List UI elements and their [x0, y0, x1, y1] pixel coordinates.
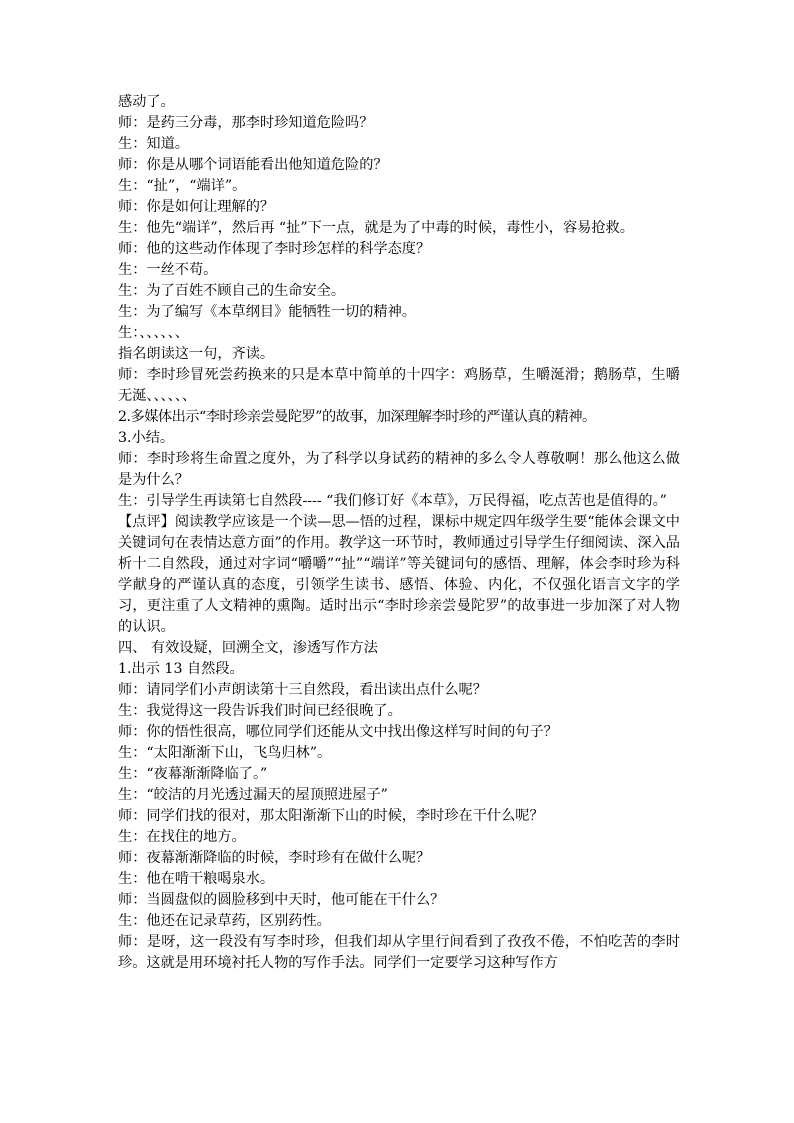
text-line: 师：你的悟性很高，哪位同学们还能从文中找出像这样写时间的句子？ — [118, 724, 558, 740]
text-paragraph: 生：他先“端详”，然后再 “扯”下一点，就是为了中毒的时候，毒性小，容易抢救。 — [118, 220, 634, 236]
text-line: 生：为了百姓不顾自己的生命安全。 — [118, 283, 346, 299]
document-page — [118, 92, 680, 974]
text-line: 1.出示 13 自然段。 — [118, 661, 244, 677]
text-line: 生：“夜幕渐渐降临了。” — [118, 766, 268, 782]
text-line: 指名朗读这一句，齐读。 — [118, 346, 275, 362]
text-line: 师：同学们找的很对，那太阳渐渐下山的时候，李时珍在干什么呢？ — [118, 808, 544, 824]
text-line: 师：你是如何让理解的？ — [118, 199, 275, 215]
text-line: 生：“皎洁的月光透过漏天的屋顶照进屋子” — [118, 787, 388, 803]
text-line: 生：他在啃干粮喝泉水。 — [118, 871, 275, 887]
text-line: 师：夜幕渐渐降临的时候，李时珍有在做什么呢？ — [118, 850, 431, 866]
text-paragraph: 师：李时珍冒死尝药换来的只是本草中简单的十四字：鸡肠草，生嚼涎滑；鹅肠草，生嚼无涎、、、、、、 — [118, 367, 680, 404]
text-line: 3.小结。 — [118, 430, 175, 446]
text-line: 2.多媒体出示“李时珍亲尝曼陀罗”的故事，加深理解李时珍的严谨认真的精神。 — [118, 409, 596, 425]
text-paragraph: 师：李时珍将生命置之度外，为了科学以身试药的精神的多么令人尊敬啊！那么他这么做是为什么？ — [118, 451, 680, 488]
text-paragraph: 生：引导学生再读第七自然段---- “我们修订好《本草》，万民得福，吃点苦也是值得的。” — [118, 493, 667, 509]
text-line: 生：为了编写《本草纲目》能牺牲一切的精神。 — [118, 304, 416, 320]
text-line: 生：知道。 — [118, 136, 189, 152]
text-line: 师：他的这些动作体现了李时珍怎样的科学态度？ — [118, 241, 431, 257]
text-line: 生：一丝不苟。 — [118, 262, 218, 278]
text-line: 师：是药三分毒，那李时珍知道危险吗？ — [118, 115, 374, 131]
text-line: 感动了。 — [118, 94, 175, 110]
text-line: 生：他还在记录草药，区别药性。 — [118, 913, 331, 929]
review-paragraph: 【点评】阅读教学应该是一个读—思—悟的过程，课标中规定四年级学生要“能体会课文中关键词句在表情达意方面”的作用。教学这一环节时，教师通过引导学生仔细阅读、深入品析十二自然段，通过对字词“嚼嚼”“扯”“端详”等关键词句的感悟、理解，体会李时珍为科学献身的严谨认真的态度，引领学生读书、感悟、体验、内化，不仅强化语言文字的学习，更注重了人文精神的熏陶。适时出示“李时珍亲尝曼陀罗”的故事进一步加深了对人物的认识。 — [118, 514, 680, 635]
text-line: 师：你是从哪个词语能看出他知道危险的？ — [118, 157, 388, 173]
text-line: 师：当圆盘似的圆脸移到中天时，他可能在干什么？ — [118, 892, 445, 908]
text-line: 生：、、、、、、 — [118, 325, 189, 341]
text-line: 生：在找住的地方。 — [118, 829, 246, 845]
text-line: 师：请同学们小声朗读第十三自然段，看出读出点什么呢？ — [118, 682, 487, 698]
text-line: 生：“扯”，“端详”。 — [118, 178, 247, 194]
text-line: 生：我觉得这一段告诉我们时间已经很晚了。 — [118, 703, 402, 719]
text-line: 生：“太阳渐渐下山，飞鸟归林”。 — [118, 745, 332, 761]
text-paragraph: 师：是呀，这一段没有写李时珍，但我们却从字里行间看到了孜孜不倦，不怕吃苦的李时珍。这就是用环境衬托人物的写作手法。同学们一定要学习这种写作方 — [118, 934, 680, 971]
section-heading: 四、 有效设疑，回溯全文，渗透写作方法 — [118, 640, 378, 656]
